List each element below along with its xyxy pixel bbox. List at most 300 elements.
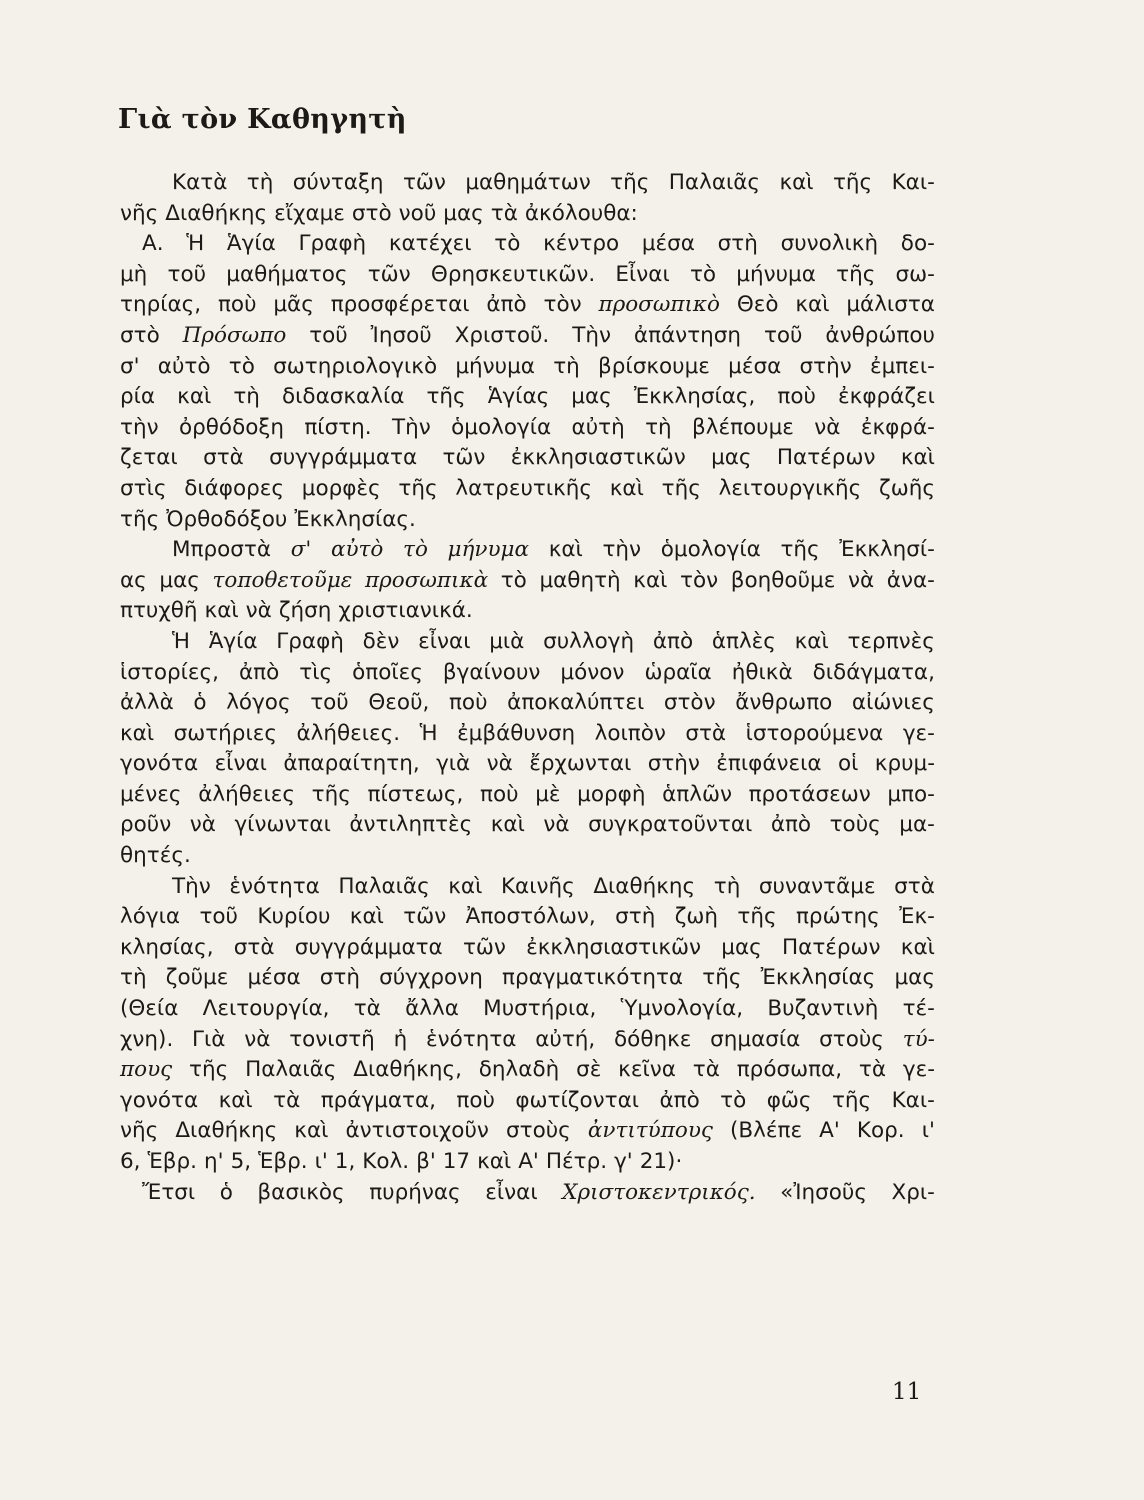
word: οἱ — [837, 751, 859, 777]
word: τῶν — [442, 445, 486, 471]
word: λατρευτικῆς — [455, 475, 593, 501]
word: εἶναι — [214, 751, 267, 777]
word: τῆς — [426, 384, 466, 410]
word: Και- — [891, 1087, 935, 1113]
word: μὲ — [535, 781, 561, 807]
word: ποὺ — [456, 1087, 495, 1113]
word: συγκρατοῦνται — [588, 812, 753, 838]
word: ἀντιστοιχοῦν — [345, 1118, 489, 1144]
text-line — [120, 535, 935, 566]
word: καὶ — [177, 384, 212, 410]
text-line — [120, 413, 935, 444]
text-line — [120, 902, 935, 933]
word: βοηθοῦμε — [730, 567, 836, 593]
word: τῶν — [402, 170, 446, 195]
word: ἁπλῶν — [662, 781, 732, 807]
word: Α. — [142, 231, 164, 257]
word: Θρησκευτικῶν. — [430, 261, 596, 287]
word: τερπνὲς — [847, 628, 935, 654]
word: μορφὴ — [577, 781, 646, 807]
word: γε- — [902, 1057, 935, 1083]
word: τῆς — [120, 506, 160, 532]
word: ἀπὸ — [652, 628, 694, 654]
text-line — [120, 474, 935, 505]
word: Τὴν — [572, 322, 611, 348]
word: στὴν — [799, 353, 852, 379]
text-line — [120, 658, 935, 689]
word: τῆς — [836, 261, 876, 287]
word: τὸ — [494, 231, 521, 257]
word: Πατέρων — [776, 445, 876, 471]
word: Πρόσωπο — [182, 322, 287, 348]
word: πρώτης — [795, 904, 880, 930]
word: μας — [571, 384, 612, 410]
word: 5, — [230, 1149, 252, 1174]
text-line — [120, 933, 935, 964]
word: Ἐκκλησίας. — [294, 506, 416, 532]
word: ἐκφράζει — [838, 384, 935, 410]
text-line — [120, 382, 935, 413]
word: Τὴν — [172, 873, 211, 899]
word: καὶ — [900, 934, 935, 960]
word: μαθητὴ — [539, 567, 621, 593]
text-line — [120, 963, 935, 994]
word: θητές. — [120, 843, 191, 869]
word: νὰ — [189, 812, 216, 838]
word: νὰ — [543, 812, 570, 838]
word: βλέπουμε — [692, 414, 794, 440]
page-heading: Γιὰ τὸν Καθηγητὴ — [118, 104, 407, 135]
word: κλησίας, — [120, 934, 214, 960]
word: γε- — [902, 720, 935, 746]
word: Παλαιᾶς — [668, 170, 761, 195]
word: πτυχθῆ — [120, 598, 198, 624]
word: προσωπικὸ — [598, 292, 720, 318]
word: κέντρο — [543, 231, 620, 257]
word: μας — [443, 200, 484, 226]
word: κρυμ- — [874, 751, 935, 777]
word: τηρίας, — [120, 292, 202, 318]
word: ζωὴ — [674, 904, 719, 930]
word: τονιστῆ — [289, 1026, 375, 1052]
word: ἀπὸ — [659, 1087, 700, 1113]
word: Κολ. — [362, 1149, 410, 1174]
word: Ἐκκλησί- — [839, 537, 935, 563]
word: εἶναι — [418, 628, 471, 654]
word: λοιπὸν — [594, 720, 666, 746]
word: τῆς — [737, 904, 777, 930]
word: τῶν — [462, 934, 506, 960]
word: «Ἰησοῦς — [780, 1179, 867, 1205]
word: ἀλήθειες. — [296, 720, 401, 746]
word: γ' — [614, 1149, 633, 1174]
word: Χριστοῦ. — [454, 322, 550, 348]
word: σημασία — [710, 1026, 801, 1052]
word: τὸ — [228, 353, 255, 379]
word: μας — [711, 445, 752, 471]
word: (Θεία — [120, 996, 179, 1022]
word: τὰ — [692, 1057, 720, 1083]
word: τὸν — [543, 292, 582, 318]
text-line — [120, 688, 935, 719]
word: στὰ — [233, 934, 275, 960]
word: στὴ — [319, 965, 360, 991]
word: σωτηριολογικὸ — [273, 353, 438, 379]
word: λειτουργικῆς — [718, 475, 862, 501]
word: στὴ — [615, 904, 656, 930]
word: τῆς — [831, 1087, 872, 1113]
text-line — [120, 1025, 935, 1056]
text-line — [120, 505, 935, 536]
word: καὶ — [349, 904, 384, 930]
word: στὰ — [685, 720, 727, 746]
word: τῆς — [610, 170, 650, 195]
text-line — [120, 1147, 935, 1178]
word: 1, — [334, 1149, 356, 1174]
word: γονότα — [120, 1087, 199, 1113]
word: μορφὲς — [301, 475, 381, 501]
word: τῆς — [398, 475, 438, 501]
word: στὴ — [717, 231, 758, 257]
word: 21)· — [639, 1149, 683, 1174]
word: τὴν — [602, 537, 642, 563]
word: καὶ — [900, 445, 935, 471]
word: τὶς — [299, 659, 333, 685]
word: μήνυμα — [736, 261, 816, 287]
word: Ἁγίας — [487, 384, 550, 410]
word: Τὴν — [391, 414, 431, 440]
word: σὲ — [576, 1057, 602, 1083]
text-line — [120, 1178, 935, 1209]
word: τῶν — [403, 904, 447, 930]
word: ζήση — [278, 598, 332, 624]
word: Ἐκκλησίας, — [633, 384, 756, 410]
word: ἀλλὰ — [120, 690, 174, 716]
word: ρία — [120, 384, 156, 410]
word: βρίσκουμε — [598, 353, 710, 379]
word: ποὺ — [480, 781, 519, 807]
word: ὁ — [193, 690, 207, 716]
word: ἠθικὰ — [731, 659, 793, 685]
word: σωτήριες — [173, 720, 277, 746]
word: τοῦ — [763, 322, 803, 348]
text-line — [120, 199, 935, 230]
text-line — [120, 780, 935, 811]
word: καὶ — [795, 292, 830, 318]
word: τὰ — [490, 200, 518, 226]
word: μας — [721, 934, 762, 960]
word: καὶ — [477, 1149, 512, 1174]
word: τὸ — [689, 261, 717, 287]
word: γονότα — [120, 751, 199, 777]
word: μήνυμα — [455, 353, 535, 379]
word: δηλαδὴ — [478, 1057, 560, 1083]
text-line — [120, 749, 935, 780]
word: καὶ — [779, 170, 814, 195]
word: ὁ — [219, 1179, 233, 1205]
word: ἀλήθειες — [198, 781, 296, 807]
word: στὸ — [351, 200, 392, 226]
word: 17 — [442, 1149, 471, 1174]
word: εἶναι — [485, 1179, 538, 1205]
text-line — [120, 841, 935, 872]
word: προτάσεων — [748, 781, 871, 807]
word: ἀπὸ — [486, 292, 527, 318]
text-line — [120, 627, 935, 658]
word: ἑνότητα — [229, 873, 320, 899]
word: συλλογὴ — [543, 628, 635, 654]
word: ἐκκλησιαστικῶν — [526, 934, 702, 960]
word: ὁποῖες — [352, 659, 423, 685]
word: μιὰ — [489, 628, 525, 654]
word: Ἁγία — [208, 628, 258, 654]
word: τὴ — [713, 873, 741, 899]
word: Λειτουργία, — [202, 996, 330, 1022]
word: Θεοῦ, — [368, 690, 430, 716]
word: αὐτή, — [535, 1026, 596, 1052]
word: μὴ — [120, 261, 148, 287]
word: Ὀρθοδόξου — [166, 506, 288, 532]
word: ἀντιτύπους — [587, 1118, 713, 1144]
word: Ἑβρ. — [258, 1149, 308, 1174]
word: ἁπλὲς — [711, 628, 776, 654]
word: βγαίνουν — [442, 659, 541, 685]
word: τὸ — [500, 567, 527, 593]
word: Κυρίου — [257, 904, 331, 930]
word: συναντᾶμε — [758, 873, 876, 899]
word: χνη). — [120, 1026, 174, 1052]
word: ποὺ — [217, 292, 257, 318]
word: μένες — [120, 781, 182, 807]
word: τὴ — [233, 384, 260, 410]
word: (Βλέπε — [730, 1118, 803, 1144]
word: διδασκαλία — [282, 384, 405, 410]
word: Μπροστὰ — [172, 537, 272, 563]
word: Πέτρ. — [545, 1149, 608, 1174]
word: καὶ — [218, 1087, 253, 1113]
word: τὴ — [120, 965, 147, 991]
word: μόνον — [560, 659, 625, 685]
word: Ἡ — [419, 720, 438, 746]
word: πράγματα, — [320, 1087, 436, 1113]
word: μαθημάτων — [465, 170, 591, 195]
word: μαθήματος — [226, 261, 348, 287]
word: ὡραῖα — [644, 659, 712, 685]
word: ἀποκαλύπτει — [507, 690, 645, 716]
word: αὐτὸ — [330, 537, 384, 563]
word: τὴ — [553, 353, 580, 379]
word: Ἀποστόλων, — [465, 904, 596, 930]
word: καὶ — [120, 720, 155, 746]
word: στὴν — [647, 751, 700, 777]
word: καὶ — [548, 537, 583, 563]
word: πίστεως, — [367, 781, 464, 807]
word: μα- — [899, 812, 935, 838]
word: τὸ — [403, 537, 428, 563]
word: κεῖνα — [618, 1057, 676, 1083]
word: δόθηκε — [614, 1026, 692, 1052]
word: Θεὸ — [736, 292, 779, 318]
body-text — [120, 168, 935, 1208]
word: Διαθήκης — [165, 200, 268, 226]
word: Α' — [518, 1149, 539, 1174]
word: ἄνθρωπο — [735, 690, 833, 716]
word: ἀπαραίτητη, — [283, 751, 420, 777]
word: μέσα — [247, 965, 301, 991]
word: Μυστήρια, — [483, 996, 597, 1022]
word: ροῦν — [120, 812, 172, 838]
word: στὸ — [120, 322, 160, 348]
word: ἐκκλησιαστικῶν — [510, 445, 686, 471]
word: λόγος — [226, 690, 291, 716]
word: Εἶναι — [615, 261, 670, 287]
word: ἐμβάθυνση — [457, 720, 576, 746]
word: λόγια — [120, 904, 181, 930]
text-line — [120, 719, 935, 750]
word: η' — [204, 1149, 224, 1174]
word: φωτίζονται — [515, 1087, 640, 1113]
word: τὰ — [353, 996, 381, 1022]
word: Γραφὴ — [298, 231, 367, 257]
word: αἰώνιες — [851, 690, 935, 716]
word: πίστη. — [304, 414, 372, 440]
word: ἔρχωνται — [529, 751, 632, 777]
word: τὴν — [120, 414, 159, 440]
word: τὴ — [645, 414, 672, 440]
word: 6, — [120, 1149, 141, 1174]
word: νὰ — [486, 751, 513, 777]
word: ἐμπει- — [869, 353, 935, 379]
word: νῆς — [120, 200, 159, 226]
word: Πατέρων — [781, 934, 881, 960]
text-line — [120, 1086, 935, 1117]
word: καὶ — [633, 567, 668, 593]
word: δο- — [900, 231, 935, 257]
word: προσφέρεται — [330, 292, 470, 318]
word: ἀκόλουθα: — [524, 200, 638, 226]
word: Χρι- — [891, 1179, 935, 1205]
text-line — [120, 596, 935, 627]
word: τῆς — [702, 965, 742, 991]
word: γιὰ — [436, 751, 471, 777]
word: μας — [894, 965, 935, 991]
word: ζεται — [120, 445, 178, 471]
word: σύνταξη — [292, 170, 384, 195]
word: Ἐκ- — [899, 904, 935, 930]
text-line — [120, 321, 935, 352]
word: ἄλλα — [405, 996, 459, 1022]
word: μήνυμα — [447, 537, 530, 563]
word: τὰ — [273, 1087, 301, 1113]
word: νοῦ — [398, 200, 437, 226]
word: σω- — [895, 261, 935, 287]
word: ἀνα- — [886, 567, 935, 593]
word: Ὑμνολογία, — [620, 996, 744, 1022]
word: σύγχρονη — [379, 965, 483, 991]
word: ἀπὸ — [239, 659, 280, 685]
word: Καινῆς — [500, 873, 575, 899]
word: στοὺς — [819, 1026, 884, 1052]
word: Διαθήκης — [175, 1118, 278, 1144]
word: ἀντιληπτὲς — [349, 812, 473, 838]
word: τοῦ — [167, 261, 207, 287]
text-line — [120, 1055, 935, 1086]
word: Γιὰ — [192, 1026, 226, 1052]
word: Ἡ — [186, 231, 205, 257]
word: τῆς — [311, 781, 351, 807]
word: ἀνθρώπου — [825, 322, 935, 348]
text-line — [120, 290, 935, 321]
word: μέσα — [641, 231, 695, 257]
word: Παλαιᾶς — [245, 1057, 337, 1083]
word: Ἰησοῦ — [370, 322, 432, 348]
word: μᾶς — [273, 292, 314, 318]
word: συνολικὴ — [780, 231, 879, 257]
word: Ἑβρ. — [147, 1149, 198, 1174]
word: ι' — [921, 1118, 935, 1144]
word: ἀπὸ — [770, 812, 812, 838]
word: Ἡ — [172, 628, 190, 654]
word: στὰ — [894, 873, 935, 899]
word: καὶ — [294, 1118, 329, 1144]
word: μπο- — [887, 781, 935, 807]
word: τῆς — [189, 1057, 229, 1083]
word: τύ- — [902, 1026, 935, 1052]
word: μας — [159, 567, 200, 593]
word: διάφορες — [184, 475, 285, 501]
word: φῶς — [766, 1087, 812, 1113]
word: καὶ — [448, 873, 483, 899]
word: Και- — [891, 170, 935, 195]
word: ὀρθόδοξη — [178, 414, 284, 440]
text-line — [120, 443, 935, 474]
word: τοῦ — [199, 904, 238, 930]
text-line — [120, 229, 935, 260]
word: νῆς — [120, 1118, 159, 1144]
text-line — [120, 810, 935, 841]
word: τὸ — [720, 1087, 747, 1113]
word: αὐτὴ — [571, 414, 625, 440]
word: στὶς — [120, 475, 167, 501]
word: καὶ — [609, 475, 644, 501]
word: χριστιανικά. — [338, 598, 473, 624]
word: ὁμολογία — [451, 414, 552, 440]
word: γίνωνται — [234, 812, 331, 838]
text-line — [120, 168, 935, 199]
word: στοὺς — [506, 1118, 571, 1144]
word: πυρήνας — [369, 1179, 461, 1205]
word: τοῦ — [309, 322, 348, 348]
word: Παλαιᾶς — [338, 873, 430, 899]
word: Διαθήκης — [593, 873, 696, 899]
word: Ἁγία — [226, 231, 276, 257]
word: στὰ — [203, 445, 244, 471]
word: καὶ — [204, 598, 239, 624]
word: ἐκφρά- — [860, 414, 935, 440]
word: Ἔτσι — [142, 1179, 196, 1205]
word: προσωπικὰ — [364, 567, 489, 593]
word: τῆς — [832, 170, 873, 195]
word: Α' — [819, 1118, 840, 1144]
word: νὰ — [244, 1026, 271, 1052]
word: νὰ — [847, 567, 875, 593]
word: ἡ — [393, 1026, 408, 1052]
word: κατέχει — [388, 231, 472, 257]
word: ἐπιφάνεια — [716, 751, 822, 777]
word: σ' — [120, 353, 140, 379]
word: τῆς — [780, 537, 820, 563]
word: συγγράμματα — [294, 934, 443, 960]
